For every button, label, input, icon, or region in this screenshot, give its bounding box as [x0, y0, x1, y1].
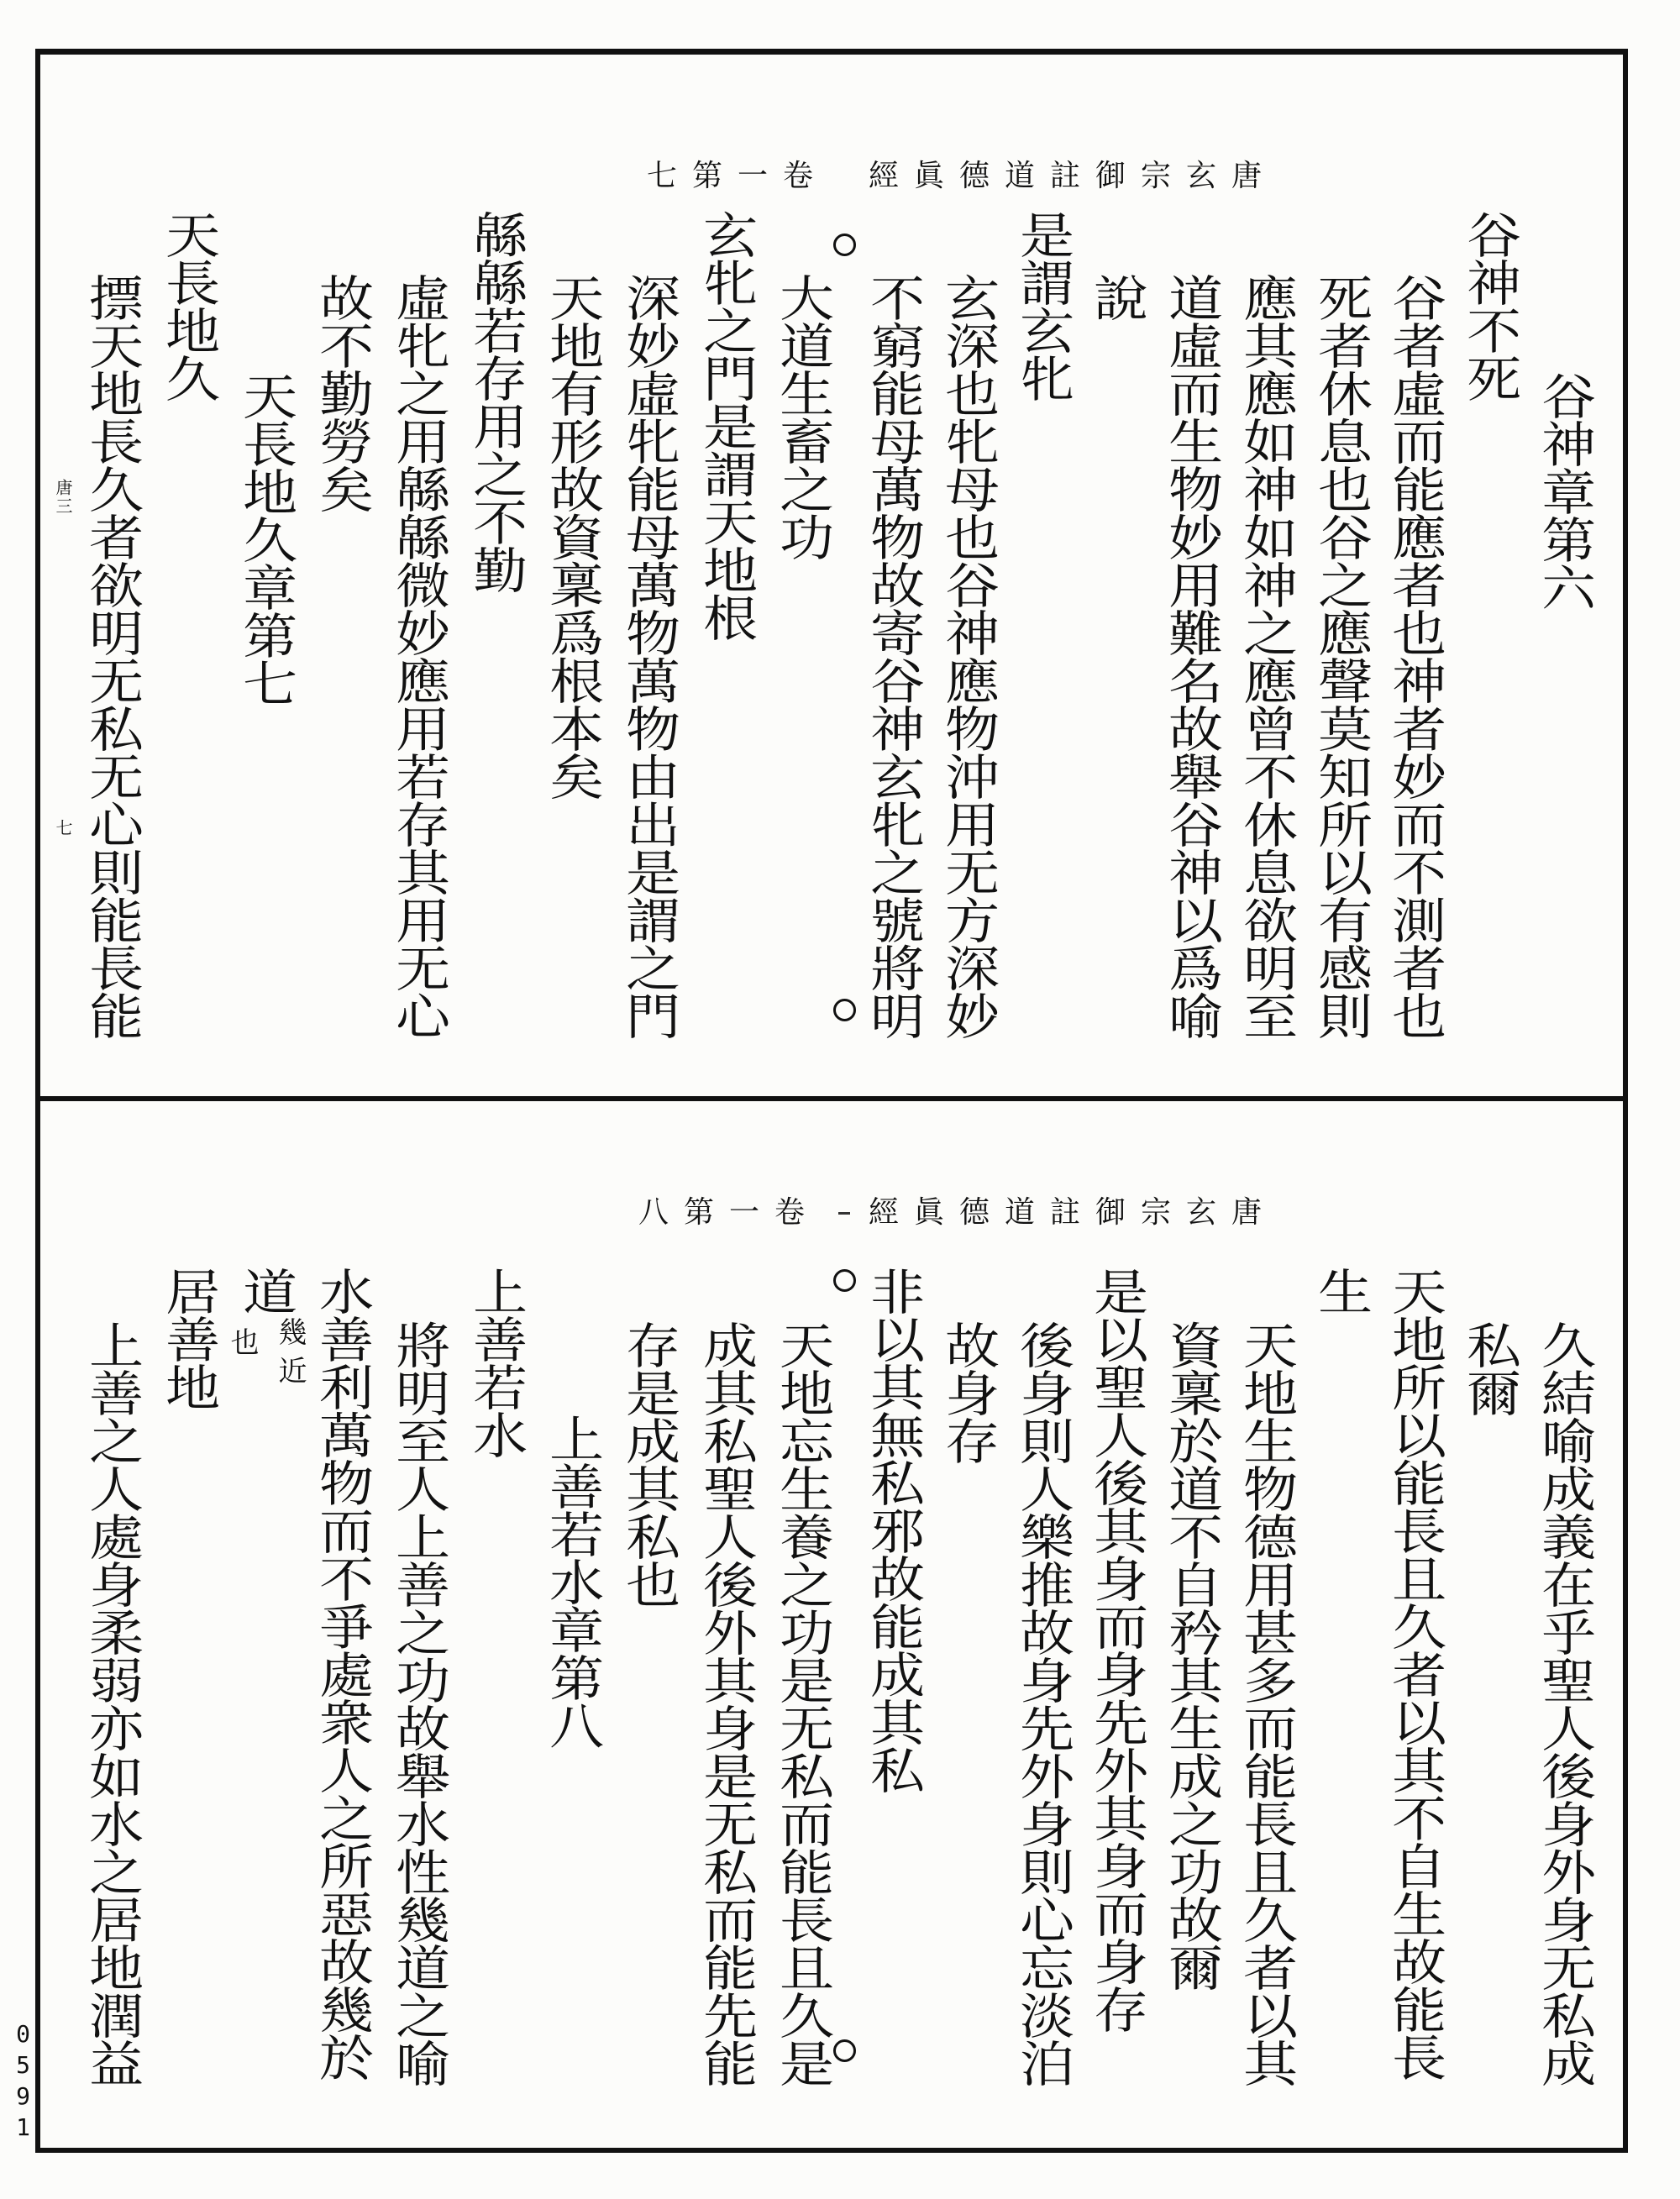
main-text-column: 生 [1308, 1267, 1373, 1315]
commentary-column: 成其私聖人後外其身是无私而能先能 [693, 1320, 759, 2086]
fold-marker-circle [833, 234, 856, 256]
header-volume: 卷一第八 [638, 1195, 820, 1230]
page-divider [35, 1096, 1628, 1101]
commentary-column: 虛牝之用緜緜微妙應用若存其用无心 [386, 273, 451, 1039]
commentary-column: 不窮能母萬物故寄谷神玄牝之號將明 [860, 273, 926, 1039]
commentary-column: 谷者虛而能應者也神者妙而不測者也 [1382, 273, 1447, 1039]
commentary-column: 摽天地長久者欲明无私无心則能長能 [79, 273, 144, 1039]
commentary-column: 私爾 [1457, 1320, 1522, 1416]
commentary-column: 應其應如神如神之應曾不休息欲明至 [1233, 273, 1299, 1039]
commentary-column: 故身存 [935, 1320, 1000, 1464]
main-text-column: 道 [233, 1267, 298, 1315]
commentary-column: 故不勤勞矣 [309, 273, 375, 512]
commentary-column: 將明至人上善之功故舉水性幾道之喻 [386, 1320, 451, 2086]
main-text-column: 非以其無私邪故能成其私 [860, 1267, 926, 1793]
main-text-column: 緜緜若存用之不勤 [463, 210, 528, 593]
commentary-column: 天地生物德用甚多而能長且久者以其 [1233, 1320, 1299, 2086]
fold-marker-circle [833, 2039, 856, 2062]
commentary-column: 天地忘生養之功是无私而能長且久是 [769, 1320, 835, 2086]
commentary-column: 道虛而生物妙用難名故舉谷神以爲喻 [1158, 273, 1224, 1039]
bottom-page-header [638, 1196, 1277, 1230]
chapter-title: 谷神章第六 [1531, 371, 1597, 611]
interlinear-note-right: 幾近 [273, 1317, 307, 1394]
header-separator-mark [838, 1212, 850, 1215]
main-text-column: 天長地久 [155, 210, 221, 401]
commentary-column: 死者休息也谷之應聲莫知所以有感則 [1308, 273, 1373, 1039]
main-text-column: 是謂玄牝 [1010, 210, 1075, 401]
header-volume: 卷一第七 [646, 159, 828, 193]
scan-page-number: 0591 [9, 2020, 37, 2144]
commentary-column: 資稟於道不自矜其生成之功故爾 [1158, 1320, 1224, 1991]
commentary-column: 玄深也牝母也谷神應物沖用无方深妙 [935, 273, 1000, 1039]
commentary-column: 久結喻成義在乎聖人後身外身无私成 [1531, 1320, 1597, 2086]
main-text-column: 玄牝之門是謂天地根 [693, 210, 759, 641]
header-title: 唐玄宗御註道德眞經 [868, 159, 1277, 193]
commentary-column: 深妙虛牝能母萬物萬物由出是謂之門 [616, 273, 681, 1039]
main-text-column: 是以聖人後其身而身先外其身而身存 [1084, 1267, 1149, 2033]
header-title: 唐玄宗御註道德眞經 [868, 1195, 1277, 1230]
commentary-column: 上善之人處身柔弱亦如水之居地潤益 [79, 1320, 144, 2086]
chapter-title: 上善若水章第八 [539, 1414, 605, 1749]
commentary-column: 存是成其私也 [616, 1320, 681, 1608]
interlinear-note-left: 也 [225, 1327, 259, 1366]
commentary-column: 後身則人樂推故身先外身則心忘淡泊 [1010, 1320, 1075, 2086]
commentary-column: 說 [1084, 273, 1149, 321]
main-text-column: 天地所以能長且久者以其不自生故能長 [1382, 1267, 1447, 2081]
main-text-column: 谷神不死 [1457, 210, 1522, 401]
case-mark: 唐三 [53, 479, 73, 516]
fold-marker-circle [833, 1269, 856, 1292]
page-mark: 七 [53, 819, 73, 837]
main-text-column: 水善利萬物而不爭處衆人之所惡故幾於 [309, 1267, 375, 2081]
fold-marker-circle [833, 999, 856, 1021]
commentary-column: 大道生畜之功 [769, 273, 835, 560]
chapter-title: 天長地久章第七 [233, 371, 298, 706]
top-page-header [647, 160, 1277, 193]
main-text-column: 居善地 [155, 1267, 221, 1410]
commentary-column: 天地有形故資稟爲根本矣 [539, 273, 605, 800]
main-text-column: 上善若水 [463, 1267, 528, 1458]
